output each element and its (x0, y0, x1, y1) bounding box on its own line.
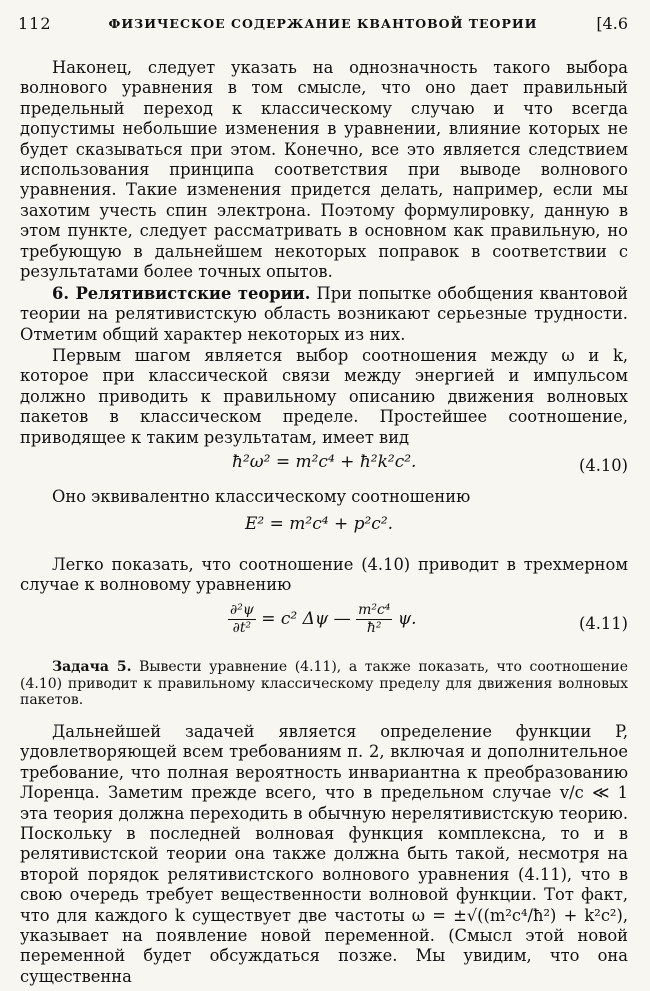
paragraph-first-step: Первым шагом является выбор соотношения между ω и k, которое при классической связи между энергией и импульсом должно приводить к правильному описанию движения волновых пакетов в классическом пределе. Простейшее соотношение, приводящее к таким результатам, имеет вид (20, 346, 628, 447)
fraction-lhs: $\frac{\text{∂²ψ}}{\text{∂t²}}$ (230, 602, 254, 636)
paragraph-uniqueness: Наконец, следует указать на однозначность такого выбора волнового уравнения в том смысле, что оно дает правильный предельный переход к классическому случаю и что всегда допустимы небольшие изменения в уравнении, влияние которых не будет сказываться при этом. Конечно, все это является следствием использования принципа соответствия при выводе волнового уравнения. Такие изменения придется делать, например, если мы захотим учесть спин электрона. Поэтому формулировку, данную в этом пункте, следует рассматривать в основном как правильную, но требующую в дальнейшем некоторых поправок в соответствии с результатами более точных опытов. (20, 58, 628, 282)
task-5 (20, 659, 628, 709)
equation-expression: E² = m²c⁴ + p²c². (245, 514, 394, 534)
paragraph-relativistic-theories (20, 284, 628, 345)
equation-number: (4.10) (579, 456, 628, 475)
equation-number: (4.11) (579, 614, 628, 633)
task-label: Задача 5. (52, 659, 132, 675)
equation-4-11 (20, 602, 628, 646)
equation-4-10 (20, 452, 628, 482)
paragraph-function-p: Дальнейшей задачей является определение функции P, удовлетворяющей всем требованиям п. 2, включая и дополнительное требование, что полная вероятность инвариантна к преобразованию Лоренца. Заметим прежде всего, что в предельном случае v/c ≪ 1 эта теория должна переходить в обычную нерелятивистскую теорию. Поскольку в последней волновая функция комплексна, то и в релятивистской теории она также должна быть такой, несмотря на второй порядок релятивистского волнового уравнения (4.11), что в свою очередь требует вещественности волновой функции. Тот факт, что для каждого k существует две частоты ω = ±√((m²c⁴/ħ²) + k²c²), указывает на появление новой переменной. (Смысл этой новой переменной будет обсуждаться позже. Мы увидим, что она существенна (20, 722, 628, 986)
equation-energy (20, 514, 628, 544)
section-number: [4.6 (596, 14, 628, 33)
page-number: 112 (18, 14, 52, 33)
task-text: Вывести уравнение (4.11), а также показать, что соотношение (4.10) приводит к правильному классическому пределу для движения волновых пакетов. (20, 659, 628, 708)
section-heading: 6. Релятивистские теории. (52, 284, 311, 303)
equation-expression: $\frac{\text{∂²ψ}}{\text{∂t²}}$ = c² Δψ — $\frac{\text{m²c⁴}}{\text{ħ²}}$ ψ. (230, 602, 417, 636)
running-title: ФИЗИЧЕСКОЕ СОДЕРЖАНИЕ КВАНТОВОЙ ТЕОРИИ (108, 16, 538, 31)
equation-expression: ħ²ω² = m²c⁴ + ħ²k²c². (232, 452, 417, 472)
paragraph-easy-to-show: Легко показать, что соотношение (4.10) приводит в трехмерном случае к волновому уравнению (20, 555, 628, 595)
paragraph-text: При попытке обобщения квантовой теории на релятивистскую область возникают серьезные трудности. Отметим общий характер некоторых из них. (20, 284, 628, 344)
paragraph-equivalent: Оно эквивалентно классическому соотношению (52, 487, 471, 506)
page-header (18, 14, 628, 36)
fraction-rhs: $\frac{\text{m²c⁴}}{\text{ħ²}}$ (358, 602, 391, 636)
